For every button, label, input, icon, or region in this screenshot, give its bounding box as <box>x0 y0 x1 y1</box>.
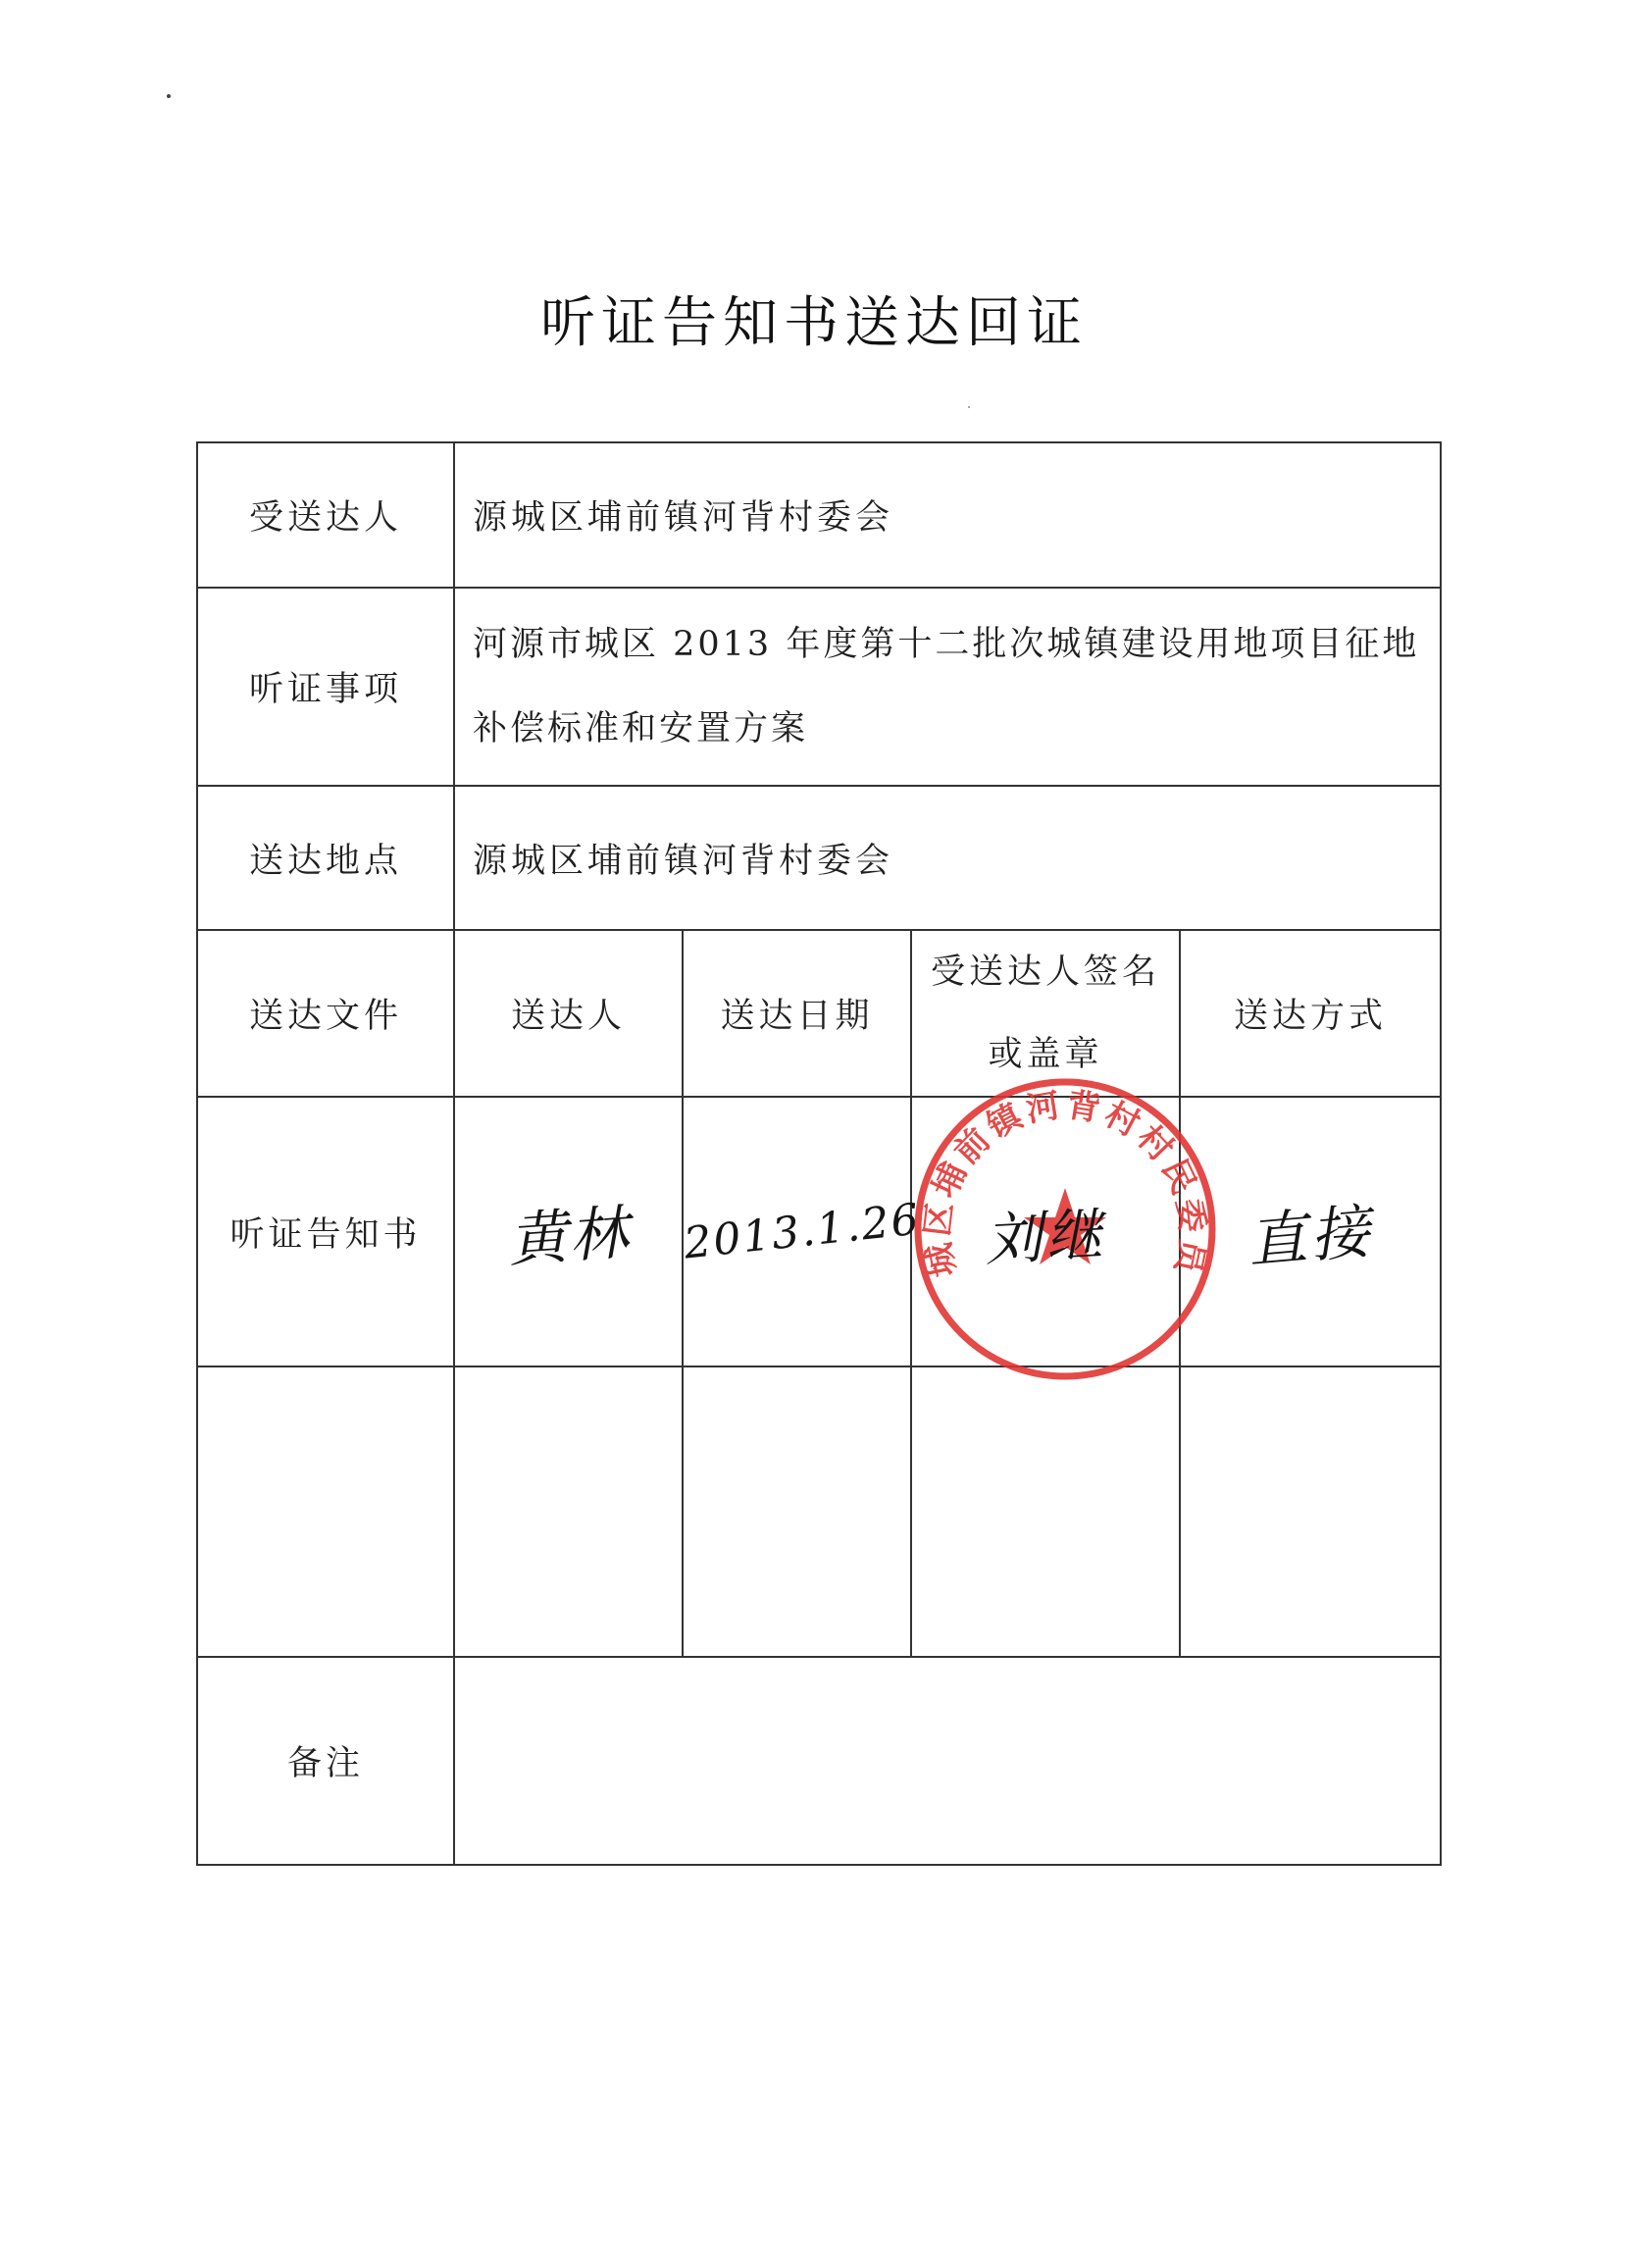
matter-row <box>197 588 1441 786</box>
empty-cell <box>197 1366 454 1657</box>
date-header: 送达日期 <box>683 930 911 1097</box>
header-row <box>197 930 1441 1097</box>
remarks-value <box>454 1657 1441 1865</box>
recipient-value: 源城区埔前镇河背村委会 <box>454 442 1441 588</box>
recipient-row <box>197 442 1441 588</box>
place-row <box>197 786 1441 930</box>
scan-speck <box>167 94 171 98</box>
delivery-receipt-table <box>196 441 1442 1866</box>
server-header: 送达人 <box>454 930 683 1097</box>
doc-header: 送达文件 <box>197 930 454 1097</box>
matter-label: 听证事项 <box>197 588 454 786</box>
entry-row <box>197 1097 1441 1366</box>
seal-text: 城区埔前镇河背村村民委员 <box>917 1085 1213 1281</box>
matter-value: 河源市城区 2013 年度第十二批次城镇建设用地项目征地补偿标准和安置方案 <box>454 588 1441 786</box>
method-value: 直接 <box>1245 1197 1377 1276</box>
scan-speck <box>968 406 970 408</box>
signature-header: 受送达人签名或盖章 <box>911 930 1180 1097</box>
empty-cell <box>1180 1366 1441 1657</box>
empty-cell <box>454 1366 683 1657</box>
empty-cell <box>911 1366 1180 1657</box>
remarks-label: 备注 <box>197 1657 454 1865</box>
empty-cell <box>683 1366 911 1657</box>
server-signature: 黄林 <box>505 1198 633 1275</box>
remarks-row <box>197 1657 1441 1865</box>
place-label: 送达地点 <box>197 786 454 930</box>
page-title: 听证告知书送达回证 <box>540 291 1088 355</box>
date-value: 2013.1.26 <box>681 1194 923 1269</box>
place-value: 源城区埔前镇河背村委会 <box>454 786 1441 930</box>
recipient-label: 受送达人 <box>197 442 454 588</box>
method-header: 送达方式 <box>1180 930 1441 1097</box>
empty-row <box>197 1366 1441 1657</box>
recipient-signature: 刘继 <box>983 1200 1108 1273</box>
doc-name: 听证告知书 <box>197 1097 454 1366</box>
